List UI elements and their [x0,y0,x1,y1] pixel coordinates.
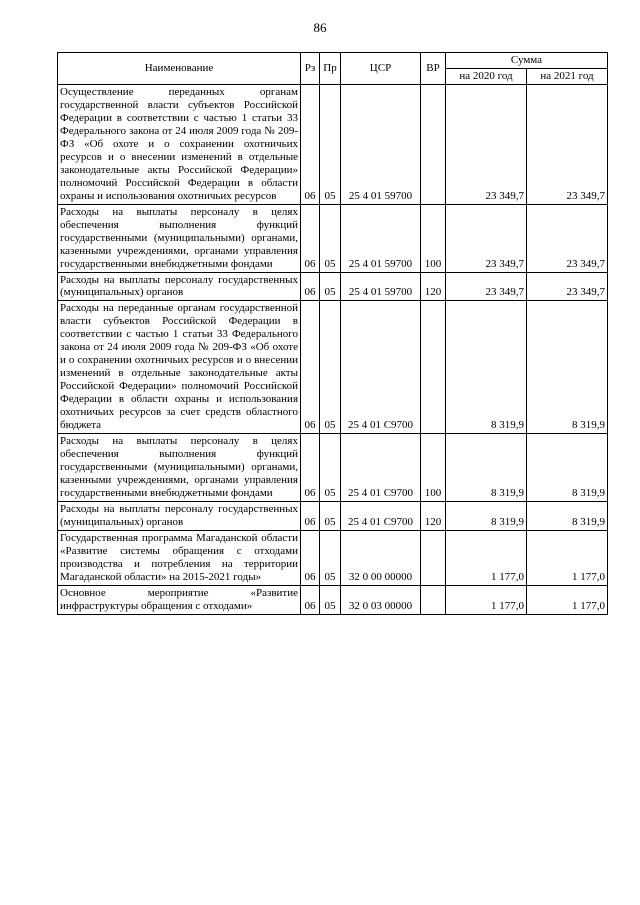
row-sum-2021: 23 349,7 [527,272,608,301]
row-name: Расходы на переданные органам государственной власти субъектов Российской Федерации в соответствии с частью 1 статьи 33 Федерального закона от 24 июля 2009 года № 209-ФЗ «Об охоте и о сохранении охотничьих ресурсов и о внесении изменений в отдельные законодательные акты Российской Федерации» полномочий Российской Федерации в области охраны и использования охотничьих ресурсов за счет средств областного бюджета [58,301,301,434]
row-pr: 05 [320,501,341,530]
table-row [58,585,608,614]
row-rz: 06 [301,501,320,530]
row-name: Основное мероприятие «Развитие инфраструктуры обращения с отходами» [58,585,301,614]
table-row [58,272,608,301]
row-sum-2021: 8 319,9 [527,501,608,530]
header-name: Наименование [58,53,301,85]
row-rz: 06 [301,301,320,434]
row-sum-2020: 8 319,9 [446,434,527,502]
header-csr: ЦСР [341,53,421,85]
row-rz: 06 [301,530,320,585]
row-name: Осуществление переданных органам государственной власти субъектов Российской Федерации в соответствии с частью 1 статьи 33 Федерального закона от 24 июля 2009 года № 209-ФЗ «Об охоте и о сохранении охотничьих ресурсов и о внесении изменений в отдельные законодательные акты Российской Федерации» полномочий Российской Федерации в области охраны и использования охотничьих ресурсов [58,84,301,204]
header-sum: Сумма [446,53,608,69]
table-row [58,530,608,585]
row-sum-2021: 23 349,7 [527,84,608,204]
header-year-2020: на 2020 год [446,68,527,84]
row-sum-2020: 23 349,7 [446,272,527,301]
row-pr: 05 [320,272,341,301]
row-sum-2021: 8 319,9 [527,301,608,434]
row-vr [421,585,446,614]
row-name: Расходы на выплаты персоналу в целях обеспечения выполнения функций государственными (муниципальными) органами, казенными учреждениями, органами управления государственными внебюджетными фондами [58,434,301,502]
row-csr: 25 4 01 С9700 [341,501,421,530]
header-year-2021: на 2021 год [527,68,608,84]
row-sum-2020: 8 319,9 [446,501,527,530]
row-csr: 32 0 00 00000 [341,530,421,585]
row-sum-2020: 1 177,0 [446,530,527,585]
budget-table [57,52,608,615]
row-csr: 25 4 01 59700 [341,84,421,204]
table-row [58,501,608,530]
header-vr: ВР [421,53,446,85]
row-name: Расходы на выплаты персоналу государственных (муниципальных) органов [58,272,301,301]
row-pr: 05 [320,585,341,614]
row-csr: 25 4 01 59700 [341,204,421,272]
row-sum-2021: 1 177,0 [527,585,608,614]
row-sum-2021: 1 177,0 [527,530,608,585]
row-sum-2020: 1 177,0 [446,585,527,614]
row-vr [421,301,446,434]
table-row [58,301,608,434]
row-sum-2020: 23 349,7 [446,84,527,204]
row-sum-2021: 8 319,9 [527,434,608,502]
row-rz: 06 [301,272,320,301]
row-vr [421,84,446,204]
row-csr: 25 4 01 С9700 [341,434,421,502]
row-pr: 05 [320,84,341,204]
table-row [58,84,608,204]
header-rz: Рз [301,53,320,85]
row-rz: 06 [301,585,320,614]
page-number: 86 [313,20,327,35]
table-row [58,204,608,272]
header-pr: Пр [320,53,341,85]
row-vr: 120 [421,501,446,530]
row-vr: 120 [421,272,446,301]
row-rz: 06 [301,204,320,272]
row-csr: 25 4 01 С9700 [341,301,421,434]
row-csr: 32 0 03 00000 [341,585,421,614]
row-rz: 06 [301,434,320,502]
row-vr: 100 [421,204,446,272]
row-pr: 05 [320,301,341,434]
row-vr: 100 [421,434,446,502]
row-name: Расходы на выплаты персоналу в целях обеспечения выполнения функций государственными (муниципальными) органами, казенными учреждениями, органами управления государственными внебюджетными фондами [58,204,301,272]
row-sum-2020: 23 349,7 [446,204,527,272]
row-vr [421,530,446,585]
row-csr: 25 4 01 59700 [341,272,421,301]
row-sum-2021: 23 349,7 [527,204,608,272]
row-sum-2020: 8 319,9 [446,301,527,434]
table-row [58,434,608,502]
row-pr: 05 [320,530,341,585]
row-name: Государственная программа Магаданской области «Развитие системы обращения с отходами производства и потребления на территории Магаданской области» на 2015-2021 годы» [58,530,301,585]
row-pr: 05 [320,204,341,272]
row-pr: 05 [320,434,341,502]
row-name: Расходы на выплаты персоналу государственных (муниципальных) органов [58,501,301,530]
row-rz: 06 [301,84,320,204]
